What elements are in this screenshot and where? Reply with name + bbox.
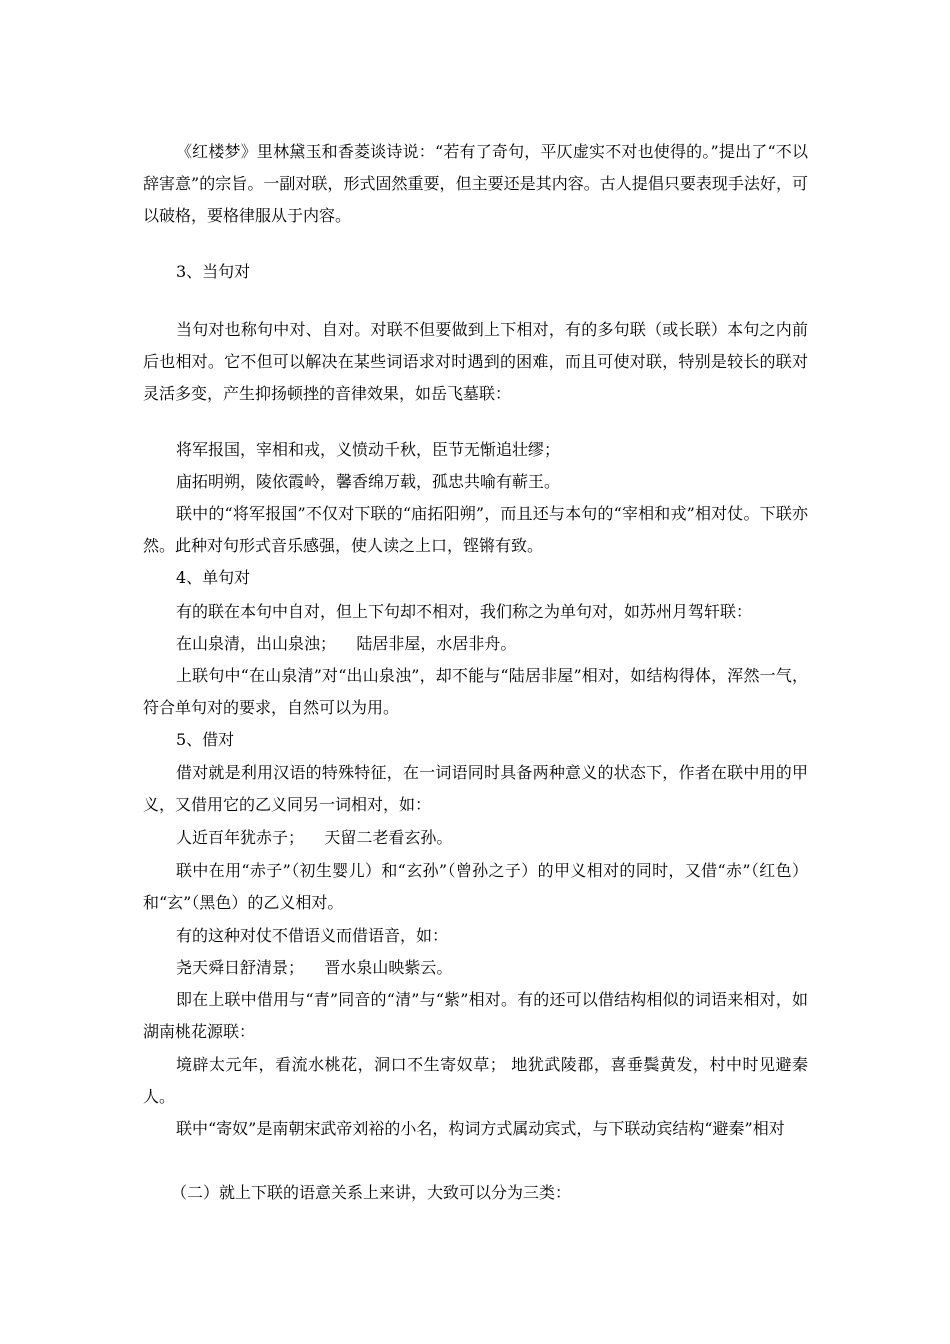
paragraph-section-two: （二）就上下联的语意关系上来讲，大致可以分为三类： bbox=[171, 1183, 572, 1202]
couplet-yaotian: 尧天舜日舒清景； 晋水泉山映紫云。 bbox=[176, 958, 453, 977]
heading-jiedui: 5、借对 bbox=[176, 730, 235, 749]
couplet-suzhou: 在山泉清，出山泉浊； 陆居非屋，水居非舟。 bbox=[176, 634, 517, 653]
couplet-line-upper: 将军报国，宰相和戎，义愤动千秋，臣节无惭追壮缪； bbox=[176, 440, 561, 459]
heading-danjudui: 4、单句对 bbox=[176, 568, 251, 587]
heading-dangjudui: 3、当句对 bbox=[176, 262, 251, 281]
couplet-taohuayuan: 境辟太元年，看流水桃花，洞口不生寄奴草； 地犹武陵郡，喜垂鬓黄发，村中时见避秦人。 bbox=[143, 1055, 808, 1106]
paragraph-dangjudui: 当句对也称句中对、自对。对联不但要做到上下相对，有的多句联（或长联）本句之内前后也相对。它不但可以解决在某些词语求对时遇到的困难，而且可使对联，特别是较长的联对灵活多变，产生抑扬顿挫的音律效果，如岳飞墓联： bbox=[143, 320, 808, 403]
couplet-line-lower: 庙拓明朔，陵依霞岭，馨香绵万载，孤忠共喻有蕲王。 bbox=[176, 472, 561, 491]
paragraph-chizi-explanation: 联中在用“赤子”（初生婴儿）和“玄孙”（曾孙之子）的甲义相对的同时，又借“赤”（红色）和“玄”（黑色）的乙义相对。 bbox=[143, 861, 808, 912]
paragraph-jieyin: 有的这种对仗不借语义而借语音，如： bbox=[176, 926, 449, 945]
paragraph-danjudui: 有的联在本句中自对，但上下句却不相对，我们称之为单句对，如苏州月驾轩联： bbox=[176, 602, 753, 621]
paragraph-couplet-explanation: 联中的“将军报国”不仅对下联的“庙拓阳朔”，而且还与本句的“宰相和戎”相对仗。下联亦然。此种对句形式音乐感强，使人读之上口，铿锵有致。 bbox=[143, 504, 808, 555]
paragraph-taohuayuan-intro: 即在上联中借用与“青”同音的“清”与“紫”相对。有的还可以借结构相似的词语来相对，如湖南桃花源联： bbox=[143, 990, 808, 1041]
paragraph-jinu-explanation: 联中“寄奴”是南朝宋武帝刘裕的小名，构词方式属动宾式，与下联动宾结构“避秦”相对 bbox=[176, 1119, 785, 1138]
paragraph-danjudui-explanation: 上联句中“在山泉清”对“出山泉浊”，却不能与“陆居非屋”相对，如结构得体，浑然一气，符合单句对的要求，自然可以为用。 bbox=[143, 666, 808, 717]
paragraph-jiedui: 借对就是利用汉语的特殊特征，在一词语同时具备两种意义的状态下，作者在联中用的甲义，又借用它的乙义同另一词相对，如： bbox=[143, 763, 808, 814]
paragraph-hongloumeng: 《红楼梦》里林黛玉和香菱谈诗说：“若有了奇句，平仄虚实不对也使得的。”提出了“不以辞害意”的宗旨。一副对联，形式固然重要，但主要还是其内容。古人提倡只要表现手法好，可以破格，要格律服从于内容。 bbox=[143, 142, 808, 225]
couplet-chizi: 人近百年犹赤子； 天留二老看玄孙。 bbox=[176, 828, 453, 847]
